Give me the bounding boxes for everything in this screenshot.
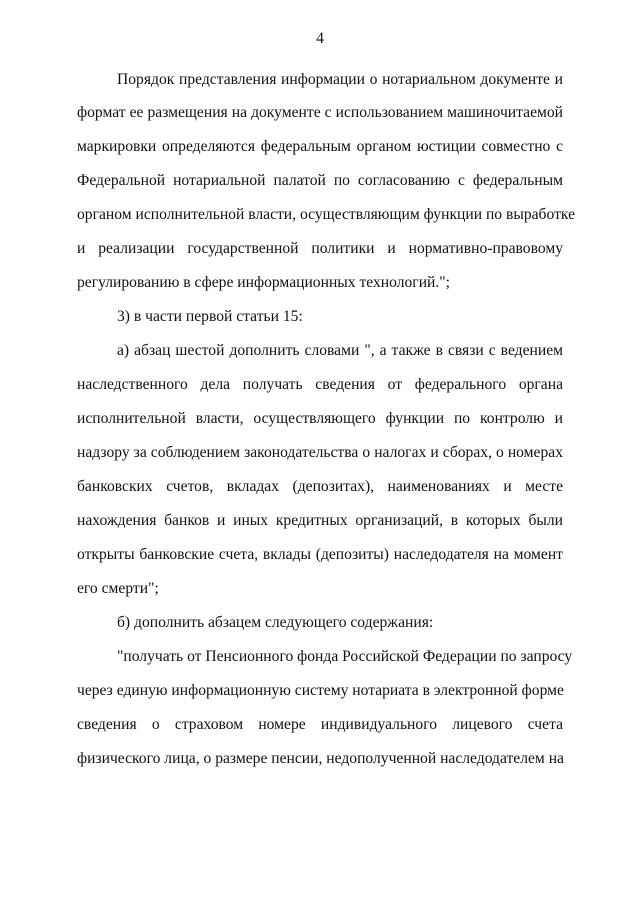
text-line: банковских счетов, вкладах (депозитах), наименованиях и месте [77, 478, 563, 495]
text-line: б) дополнить абзацем следующего содержания: [117, 614, 434, 631]
text-line: а) абзац шестой дополнить словами ", а также в связи с ведением [117, 342, 563, 359]
text-line: органом исполнительной власти, осуществляющим функции по выработке [77, 206, 575, 223]
text-line: маркировки определяются федеральным органом юстиции совместно с [77, 138, 563, 155]
text-line: 3) в части первой статьи 15: [117, 308, 303, 325]
text-line: наследственного дела получать сведения от федерального органа [77, 376, 563, 393]
text-line: регулированию в сфере информационных технологий."; [77, 274, 450, 291]
text-line: нахождения банков и иных кредитных организаций, в которых были [77, 512, 563, 529]
text-line: открыты банковские счета, вклады (депозиты) наследодателя на момент [77, 546, 563, 563]
text-line: и реализации государственной политики и нормативно-правовому [77, 240, 563, 257]
text-line: формат ее размещения на документе с использованием машиночитаемой [77, 104, 563, 121]
text-line: исполнительной власти, осуществляющего функции по контролю и [77, 410, 563, 427]
text-line: Порядок представления информации о нотариальном документе и [117, 71, 563, 88]
text-line: через единую информационную систему нотариата в электронной форме [77, 682, 564, 699]
text-line: надзору за соблюдением законодательства о налогах и сборах, о номерах [77, 444, 563, 461]
text-line: "получать от Пенсионного фонда Российской Федерации по запросу [117, 648, 573, 665]
text-line: физического лица, о размере пенсии, недополученной наследодателем на [77, 750, 564, 767]
text-line: сведения о страховом номере индивидуального лицевого счета [77, 716, 563, 733]
text-line: его смерти"; [77, 580, 159, 597]
text-line: Федеральной нотариальной палатой по согласованию с федеральным [77, 172, 563, 189]
page-number: 4 [316, 30, 324, 47]
